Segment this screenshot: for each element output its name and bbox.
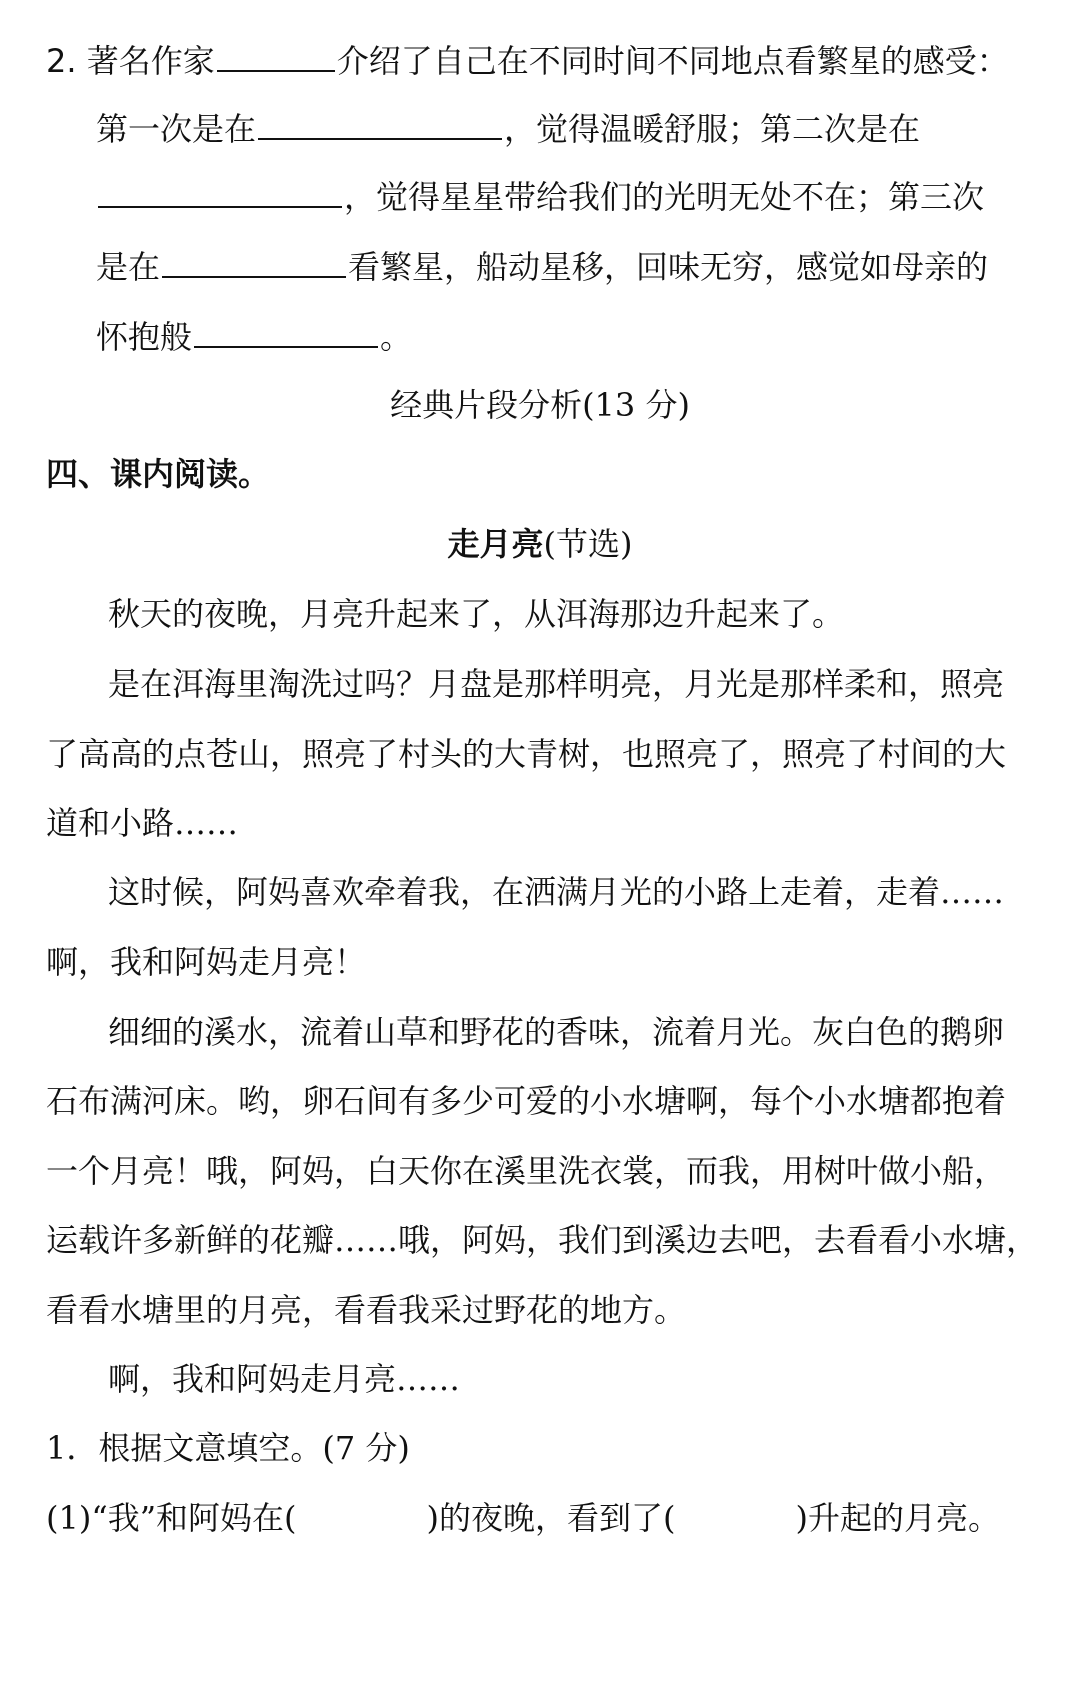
answer-blank[interactable] <box>162 246 346 278</box>
passage-line: 了高高的点苍山，照亮了村头的大青树，也照亮了，照亮了村间的大 <box>46 735 1007 773</box>
question-text: 第一次是在 <box>96 110 257 148</box>
question-1: 1．根据文意填空。(7 分) <box>46 1429 410 1467</box>
answer-blank[interactable] <box>194 316 378 348</box>
passage-line: 秋天的夜晚，月亮升起来了，从洱海那边升起来了。 <box>108 595 845 633</box>
section-header: 经典片段分析(13 分) <box>390 386 690 424</box>
question-2-line-2 <box>96 108 920 149</box>
question-2-line-5 <box>96 316 412 357</box>
question-2-line-3 <box>96 176 984 217</box>
passage-line: 道和小路…… <box>46 804 239 842</box>
answer-blank[interactable] <box>258 108 502 140</box>
question-number: 2. <box>46 42 77 80</box>
question-text: 著名作家 <box>86 42 215 80</box>
question-1-sub-1 <box>46 1498 1000 1538</box>
question-text: 看繁星，船动星移，回味无穷，感觉如母亲的 <box>348 248 989 286</box>
question-text: )升起的月亮。 <box>795 1499 1001 1537</box>
answer-blank[interactable] <box>98 176 342 208</box>
part-heading: 四、课内阅读。 <box>46 455 271 493</box>
question-text: 是在 <box>96 248 161 286</box>
answer-blank[interactable] <box>217 40 335 72</box>
passage-line: 啊，我和阿妈走月亮…… <box>108 1360 461 1398</box>
question-2-line-1 <box>46 40 1009 81</box>
question-text: )的夜晚，看到了( <box>426 1499 676 1537</box>
question-2-line-4 <box>96 246 988 287</box>
passage-title <box>0 524 1080 564</box>
passage-line: 看看水塘里的月亮，看看我采过野花的地方。 <box>46 1291 687 1329</box>
question-text: 。 <box>380 318 413 356</box>
question-text: ，觉得星星带给我们的光明无处不在；第三次 <box>344 178 985 216</box>
question-text: (1)“我”和阿妈在( <box>46 1499 297 1537</box>
question-text: 介绍了自己在不同时间不同地点看繁星的感受： <box>336 42 1009 80</box>
passage-line: 一个月亮！哦，阿妈，白天你在溪里洗衣裳，而我，用树叶做小船， <box>46 1152 1007 1190</box>
question-text: 怀抱般 <box>96 318 193 356</box>
passage-line: 这时候，阿妈喜欢牵着我，在洒满月光的小路上走着，走着…… <box>108 873 1005 911</box>
passage-line: 细细的溪水，流着山草和野花的香味，流着月光。灰白色的鹅卵 <box>108 1013 1005 1051</box>
question-text: ，觉得温暖舒服；第二次是在 <box>504 110 921 148</box>
passage-line: 啊，我和阿妈走月亮！ <box>46 943 367 981</box>
passage-line: 石布满河床。哟，卵石间有多少可爱的小水塘啊，每个小水塘都抱着 <box>46 1082 1007 1120</box>
passage-title-text: 走月亮 <box>447 525 544 563</box>
passage-line: 是在洱海里淘洗过吗？月盘是那样明亮，月光是那样柔和，照亮 <box>108 665 1005 703</box>
passage-line: 运载许多新鲜的花瓣……哦，阿妈，我们到溪边去吧，去看看小水塘， <box>46 1221 1039 1259</box>
passage-title-note: (节选) <box>543 525 633 563</box>
